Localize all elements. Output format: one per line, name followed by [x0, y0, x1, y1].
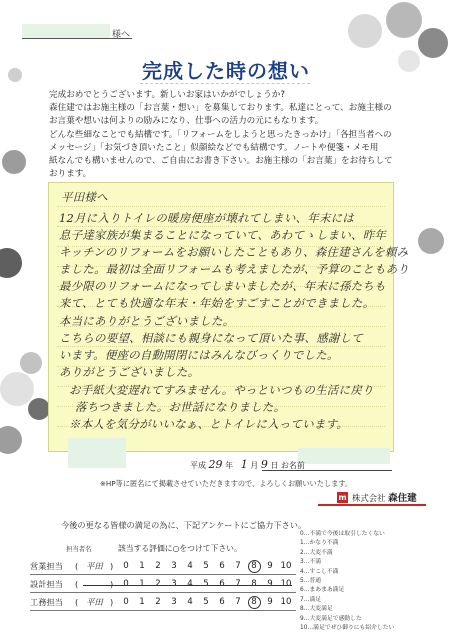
handwritten-line: ありがとうございました。 [59, 365, 200, 379]
name-label: お名前 [280, 461, 305, 470]
handwritten-line: 平田様へ [61, 190, 108, 204]
rating-option-0[interactable]: 0 [123, 597, 129, 607]
survey-heading: 今後の更なる皆様の満足の為に、下記アンケートにご協力下さい。 [61, 520, 307, 530]
intro-line: 紙なんでも構いませんので、ご自由にお書き下さい。お施主様の「お言葉」をお待ちして [49, 156, 393, 167]
redacted-addressee [22, 24, 110, 38]
rating-option-1[interactable]: 1 [139, 561, 145, 571]
staff-name: 平田 [86, 561, 103, 571]
rating-option-8[interactable]: 8 [251, 579, 257, 589]
rating-option-6[interactable]: 6 [219, 579, 225, 589]
handwritten-note [48, 182, 410, 452]
year-unit: 年 [225, 461, 234, 470]
rating-option-9[interactable]: 9 [267, 561, 273, 571]
rating-option-1[interactable]: 1 [139, 597, 145, 607]
handwritten-line: こちらの要望、相談にも親身になって頂いた事、感謝して [59, 331, 363, 345]
rating-option-4[interactable]: 4 [187, 597, 193, 607]
handwritten-line: います。便座の自動開閉にはみんなびっくりでした。 [59, 348, 339, 362]
legend-item: 1…かなり不満 [300, 540, 339, 547]
legend-item: 8…大変満足 [300, 606, 333, 613]
intro-line: 完成おめでとうございます。新しいお家はいかがでしょうか? [49, 90, 285, 100]
rating-option-10[interactable]: 10 [280, 579, 292, 589]
paren-close: ) [110, 597, 114, 607]
legend-item: 3…不満 [300, 559, 322, 566]
decorative-circle [0, 248, 22, 278]
legend-item: 0…不満で今後は取引したくない [300, 531, 385, 537]
intro-line: おります。 [49, 169, 92, 180]
year-value: 29 [208, 458, 223, 471]
decorative-circle [418, 228, 444, 254]
rating-option-10[interactable]: 10 [280, 561, 292, 571]
decorative-circle [20, 352, 42, 374]
paren-open: ( [75, 597, 79, 607]
rating-option-7[interactable]: 7 [235, 579, 241, 589]
paren-close: ) [110, 561, 114, 571]
logo-divider [318, 504, 426, 506]
paren-open: ( [75, 579, 79, 589]
strike-through-line [83, 585, 292, 586]
rating-option-8[interactable]: 8 [248, 596, 261, 609]
decorative-circle [418, 28, 448, 58]
addressee-suffix: 様へ [112, 30, 131, 40]
rating-option-0[interactable]: 0 [123, 579, 129, 589]
page-title: 完成した時の想い [142, 59, 310, 83]
row-underline [30, 610, 296, 611]
company-logo [337, 490, 417, 504]
rating-scale[interactable] [118, 579, 294, 589]
handwritten-line: 来て、とても快適な年末・年始をすごすことができました。 [59, 296, 375, 310]
era-label: 平成 [190, 461, 206, 470]
staff-name: 平田 [86, 597, 103, 607]
day-unit: 日 [270, 461, 279, 470]
survey-row-sales [30, 558, 296, 574]
paper-rule [57, 206, 385, 207]
rating-option-2[interactable]: 2 [155, 597, 161, 607]
rating-option-2[interactable]: 2 [155, 579, 161, 589]
rating-option-5[interactable]: 5 [203, 579, 209, 589]
rating-option-7[interactable]: 7 [235, 597, 241, 607]
survey-col-rating: 該当する評価に○をつけて下さい。 [118, 544, 242, 553]
survey-col-staff: 担当者名 [66, 545, 92, 553]
rating-option-2[interactable]: 2 [155, 561, 161, 571]
rating-option-6[interactable]: 6 [219, 597, 225, 607]
survey-row-construction [30, 594, 296, 610]
row-label: 設計担当 [30, 579, 63, 589]
handwritten-line: ※本人を気分がいいなぁ、とトイレに入っています。 [69, 417, 349, 431]
paren-close: ) [110, 579, 114, 589]
handwritten-line: 12月に入りトイレの暖房便座が壊れてしまい、年末には [59, 211, 355, 225]
decorative-circle [386, 2, 422, 38]
row-label: 工務担当 [30, 597, 63, 607]
day-value: 9 [260, 458, 268, 471]
rating-option-10[interactable]: 10 [280, 597, 292, 607]
decorative-circle [28, 398, 50, 420]
rating-scale[interactable] [118, 561, 294, 573]
month-value: 1 [240, 458, 248, 471]
redacted-name [298, 448, 390, 464]
rating-legend [300, 530, 394, 633]
rating-option-3[interactable]: 3 [171, 597, 177, 607]
month-unit: 月 [250, 461, 259, 470]
handwritten-line: キッチンのリフォームをお願いしたこともあり、森住建さんを頼み [59, 245, 409, 259]
handwritten-line: 最少限のリフォームになってしまいましたが、年末に孫たちも [59, 279, 386, 293]
rating-scale[interactable] [118, 597, 294, 609]
paren-open: ( [75, 561, 79, 571]
handwritten-line: 本当にありがとうございました。 [59, 314, 235, 328]
company-name-main: 森住建 [388, 493, 417, 504]
legend-item: 10…満足でぜひ御りにも紹介したい [300, 625, 395, 632]
decorative-circle [2, 150, 26, 174]
title-divider [140, 83, 310, 84]
logo-mark-icon: m [338, 492, 347, 502]
company-prefix: 株式会社 [352, 493, 386, 503]
handwritten-line: 落ちつきました。お世話になりました。 [75, 400, 286, 414]
rating-option-8[interactable]: 8 [248, 560, 261, 573]
intro-line: どんな些細なことでも結構です。「リフォームをしようと思ったきっかけ」「各担当者への [49, 129, 392, 140]
rating-option-1[interactable]: 1 [139, 579, 145, 589]
rating-option-6[interactable]: 6 [219, 561, 225, 571]
survey-row-design [30, 576, 296, 592]
legend-item: 6…まあまあ満足 [300, 587, 345, 594]
company-name [352, 490, 417, 504]
rating-option-5[interactable]: 5 [203, 561, 209, 571]
rating-option-5[interactable]: 5 [203, 597, 209, 607]
handwritten-line: ました。最初は全面リフォームも考えましたが、予算のこともあり [59, 262, 410, 276]
rating-option-4[interactable]: 4 [187, 579, 193, 589]
rating-option-3[interactable]: 3 [171, 561, 177, 571]
intro-line: メッセージ」「お気づき頂いたこと」似顔絵などでも結構です。ノートや便箋・メモ用 [49, 142, 379, 153]
intro-line: 森住建ではお施主様の「お言葉・想い」を募集しております。私達にとって、お施主様の [49, 103, 392, 114]
handwritten-line: お手紙大変遅れてすみません。やっといつもの生活に戻り [69, 383, 374, 397]
decorative-circle [0, 372, 34, 406]
rating-option-4[interactable]: 4 [187, 561, 193, 571]
rating-option-3[interactable]: 3 [171, 579, 177, 589]
publication-notice: ※HP等に匿名にて掲載させていただきますので、よろしくお願いいたします。 [99, 479, 353, 488]
rating-option-7[interactable]: 7 [235, 561, 241, 571]
signature-underline [262, 470, 392, 471]
intro-text [49, 89, 394, 181]
row-underline [30, 574, 296, 575]
decorative-circle [0, 426, 22, 454]
row-label: 営業担当 [30, 561, 63, 571]
handwritten-line: 息子達家族が集まることになっていて、あわてゝしまい、昨年 [59, 228, 387, 242]
decorative-circle [348, 14, 382, 48]
redacted-region [68, 438, 126, 468]
rating-option-0[interactable]: 0 [123, 561, 129, 571]
rating-option-9[interactable]: 9 [267, 579, 273, 589]
legend-item: 5…普通 [300, 578, 322, 585]
legend-item: 4…すこし不満 [300, 568, 339, 575]
rating-option-9[interactable]: 9 [267, 597, 273, 607]
row-underline [30, 592, 296, 593]
legend-item: 7…満足 [300, 596, 322, 603]
intro-line: お言葉や想いは何よりの励みになり、仕事への活力の元にもなります。 [49, 116, 324, 127]
legend-item: 2…大変不満 [300, 549, 333, 556]
legend-item: 9…大変満足で感動した [300, 615, 362, 622]
